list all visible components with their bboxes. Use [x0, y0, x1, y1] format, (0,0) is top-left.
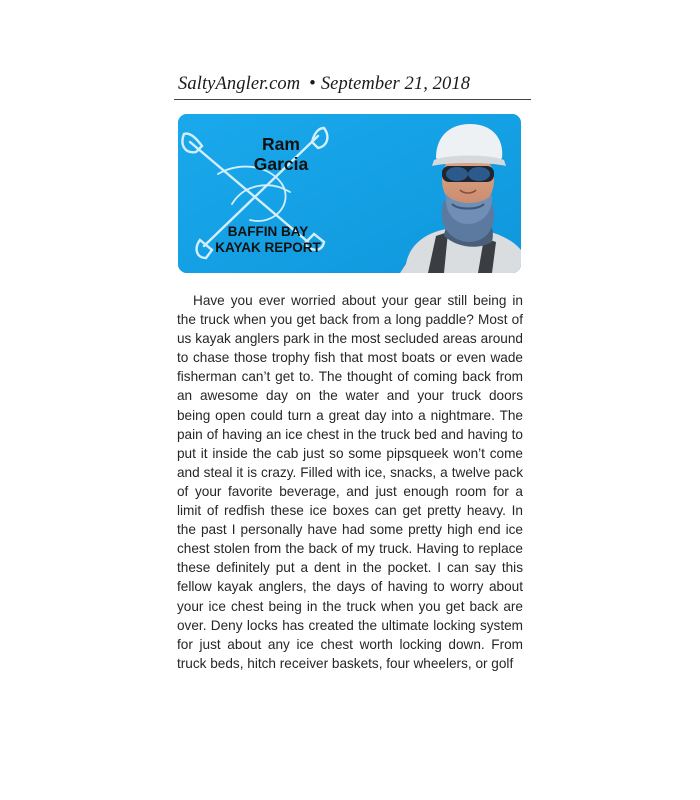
bullet-separator: • [309, 74, 316, 94]
column-title: BAFFIN BAY KAYAK REPORT [215, 224, 321, 255]
masthead [178, 74, 530, 98]
header-rule [174, 99, 531, 100]
article-body: Have you ever worried about your gear still being in the truck when you get back from a long paddle? Most of us kayak anglers park in the most secluded areas around to chase those trophy fish that most boats or even wade fisherman can’t get to. The thought of coming back from an awesome day on the water and your truck doors being open could turn a great day into a nightmare. The pain of having an ice chest in the truck bed and having to put it inside the cab just so some pipsqueek won’t come and steal it is crazy. Filled with ice, snacks, a twelve pack of your favorite beverage, and just enough room for a limit of redfish these ice boxes can get pretty heavy. In the past I personally have had some pretty high end ice chest stolen from the back of my truck. Having to replace these definitely put a dent in the pocket. I can say this fellow kayak anglers, the days of having to worry about your ice chest being in the truck when you get back are over. Deny locks has created the ultimate locking system for just about any ice chest worth locking down. From truck beds, hitch receiver baskets, four wheelers, or golf [177, 293, 523, 671]
site-name: SaltyAngler.com [178, 74, 301, 94]
publication-date: September 21, 2018 [320, 74, 471, 94]
column-banner [178, 114, 521, 273]
columnist-name: Ram Garcia [253, 134, 309, 174]
